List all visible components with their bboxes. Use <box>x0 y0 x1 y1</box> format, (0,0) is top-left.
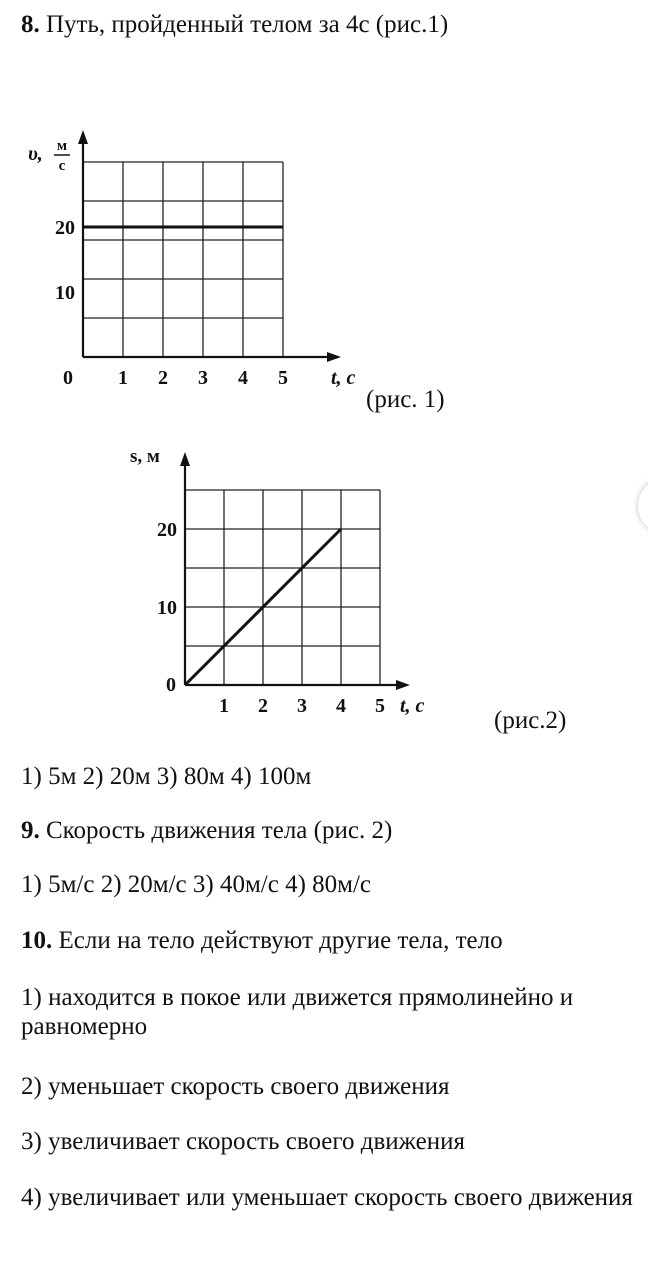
x-tick-label: 1 <box>219 695 229 717</box>
origin-label: 0 <box>63 367 73 389</box>
x-tick-label: 3 <box>198 367 208 389</box>
question-10-number: 10. <box>21 927 53 954</box>
figure-1-caption: (рис. 1) <box>366 386 445 413</box>
x-tick-label: 3 <box>297 695 307 717</box>
y-axis-unit-numerator: м <box>56 138 68 154</box>
question-8-text: Путь, пройденный телом за 4с (рис.1) <box>46 11 449 38</box>
origin-label: 0 <box>166 674 176 696</box>
velocity-time-chart <box>0 105 360 395</box>
x-tick-label: 5 <box>375 695 385 717</box>
side-button-edge[interactable] <box>638 478 648 534</box>
distance-time-chart <box>110 440 460 720</box>
x-tick-label: 2 <box>258 695 268 717</box>
y-tick-label: 10 <box>157 597 177 619</box>
x-tick-label: 1 <box>118 367 128 389</box>
x-tick-label: 5 <box>278 367 288 389</box>
question-9-text: Скорость движения тела (рис. 2) <box>46 817 393 844</box>
y-axis-arrow <box>78 130 88 144</box>
y-tick-label: 20 <box>55 217 75 239</box>
x-tick-label: 4 <box>336 695 346 717</box>
question-9 <box>21 816 392 845</box>
y-axis-label: s, м <box>130 446 160 467</box>
question-10-option-4: 4) увеличивает или уменьшает скорость своего движения <box>21 1184 633 1211</box>
y-axis-arrow <box>180 452 190 466</box>
question-10-option-3: 3) увеличивает скорость своего движения <box>21 1128 465 1155</box>
question-8 <box>21 10 448 39</box>
question-10-text: Если на тело действуют другие тела, тело <box>58 927 503 954</box>
question-10-option-2: 2) уменьшает скорость своего движения <box>21 1073 450 1100</box>
question-8-answers: 1) 5м 2) 20м 3) 80м 4) 100м <box>21 763 312 790</box>
y-axis-symbol: υ, <box>28 143 43 165</box>
figure-2-caption: (рис.2) <box>494 707 567 734</box>
question-9-number: 9. <box>21 817 40 844</box>
x-axis-arrow <box>327 352 341 362</box>
y-tick-label: 10 <box>55 282 75 304</box>
question-9-answers: 1) 5м/с 2) 20м/с 3) 40м/с 4) 80м/с <box>21 871 371 898</box>
x-tick-label: 2 <box>158 367 168 389</box>
question-10-option-1: 1) находится в покое или движется прямолинейно и равномерно <box>21 984 574 1040</box>
question-8-number: 8. <box>21 11 40 38</box>
question-10 <box>21 926 503 955</box>
x-tick-label: 4 <box>238 367 248 389</box>
x-axis-label: t, с <box>400 695 425 717</box>
x-axis-arrow <box>396 680 410 690</box>
y-axis-unit-denominator: с <box>58 158 66 174</box>
x-axis-label: t, с <box>331 367 356 389</box>
y-tick-label: 20 <box>157 519 177 541</box>
